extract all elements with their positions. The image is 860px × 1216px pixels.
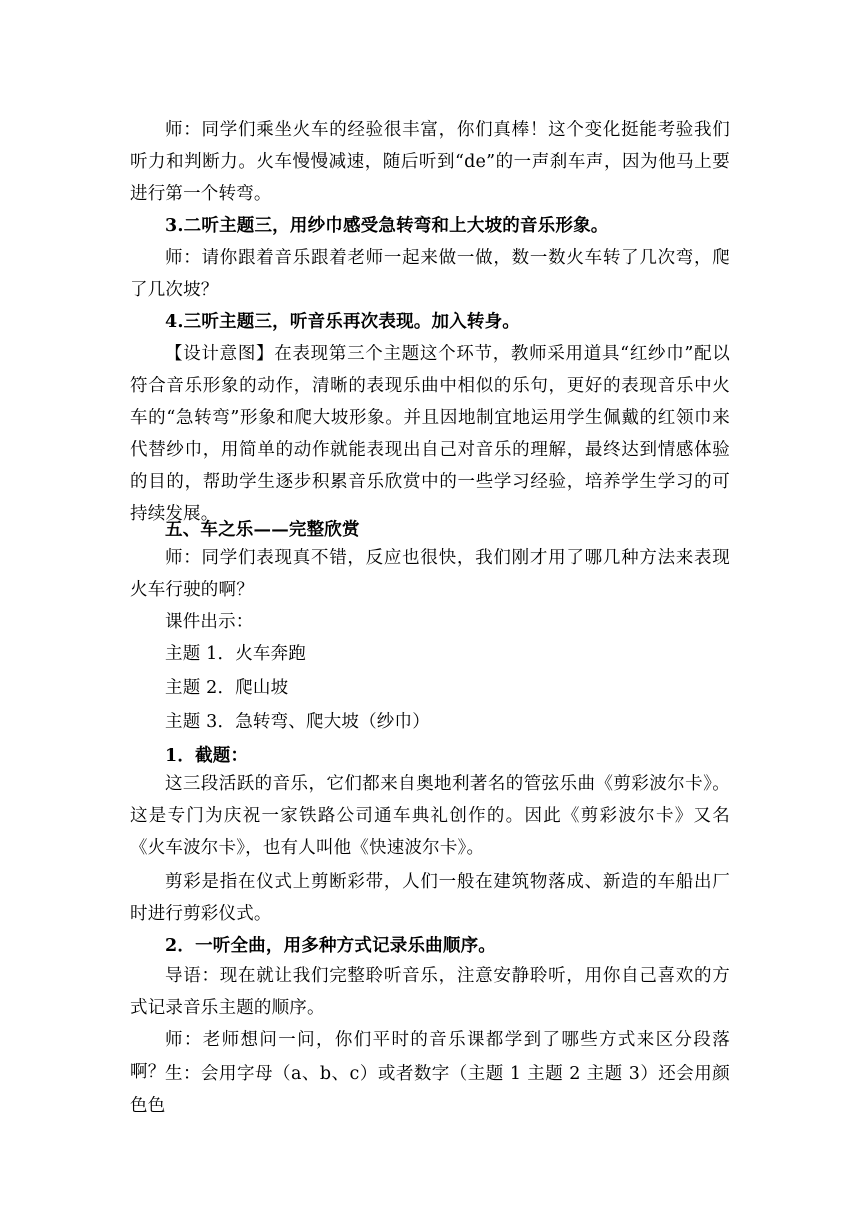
paragraph-polka-origin: 这三段活跃的音乐，它们都来自奥地利著名的管弦乐曲《剪彩波尔卡》。这是专门为庆祝一家铁路公司通车典礼创作的。因此《剪彩波尔卡》又名《火车波尔卡》，也有人叫他《快速波尔卡》。 <box>130 774 730 858</box>
list-item-theme-one: 主题 1．火车奔跑 <box>165 644 306 664</box>
list-item-theme-two: 主题 2．爬山坡 <box>165 678 289 698</box>
heading-title-reveal: 1．截题： <box>165 746 249 766</box>
heading-third-listen-theme-three: 4.三听主题三，听音乐再次表现。加入转身。 <box>165 312 520 332</box>
paragraph-courseware-shows: 课件出示： <box>165 612 254 632</box>
heading-first-full-listen: 2．一听全曲，用多种方式记录乐曲顺序。 <box>165 936 496 956</box>
paragraph-teacher-question: 师：老师想问一问，你们平时的音乐课都学到了哪些方式来区分段落啊？ <box>130 1030 730 1082</box>
paragraph-teacher-methods: 师：同学们表现真不错，反应也很快，我们刚才用了哪几种方法来表现火车行驶的啊？ <box>130 548 730 600</box>
paragraph-ribbon-cutting: 剪彩是指在仪式上剪断彩带，人们一般在建筑物落成、新造的车船出厂时进行剪彩仪式。 <box>130 872 730 924</box>
paragraph-design-intent: 【设计意图】在表现第三个主题这个环节，教师采用道具“红纱巾”配以符合音乐形象的动作，清晰的表现乐曲中相似的乐句，更好的表现音乐中火车的“急转弯”形象和爬大坡形象。并且因地制宜地运用学生佩戴的红领巾来代替纱巾，用简单的动作就能表现出自己对音乐的理解，最终达到情感体验的目的，帮助学生逐步积累音乐欣赏中的一些学习经验，培养学生学习的可持续发展。 <box>130 344 730 524</box>
paragraph-student-answer: 生：会用字母（a、b、c）或者数字（主题 1 主题 2 主题 3）还会用颜色色 <box>130 1064 730 1116</box>
paragraph-guide: 导语：现在就让我们完整聆听音乐，注意安静聆听，用你自己喜欢的方式记录音乐主题的顺序。 <box>130 966 730 1018</box>
paragraph-teacher-count-turns: 师：请你跟着音乐跟着老师一起来做一做，数一数火车转了几次弯，爬了几次坡？ <box>130 248 730 300</box>
heading-second-listen-theme-three: 3.二听主题三，用纱巾感受急转弯和上大坡的音乐形象。 <box>165 216 609 236</box>
paragraph-teacher-train-experience: 师：同学们乘坐火车的经验很丰富，你们真棒！这个变化挺能考验我们听力和判断力。火车慢慢减速，随后听到“de”的一声刹车声，因为他马上要进行第一个转弯。 <box>130 120 730 204</box>
list-item-theme-three: 主题 3．急转弯、爬大坡（纱巾） <box>165 712 430 732</box>
heading-section-five: 五、车之乐——完整欣赏 <box>165 520 360 540</box>
